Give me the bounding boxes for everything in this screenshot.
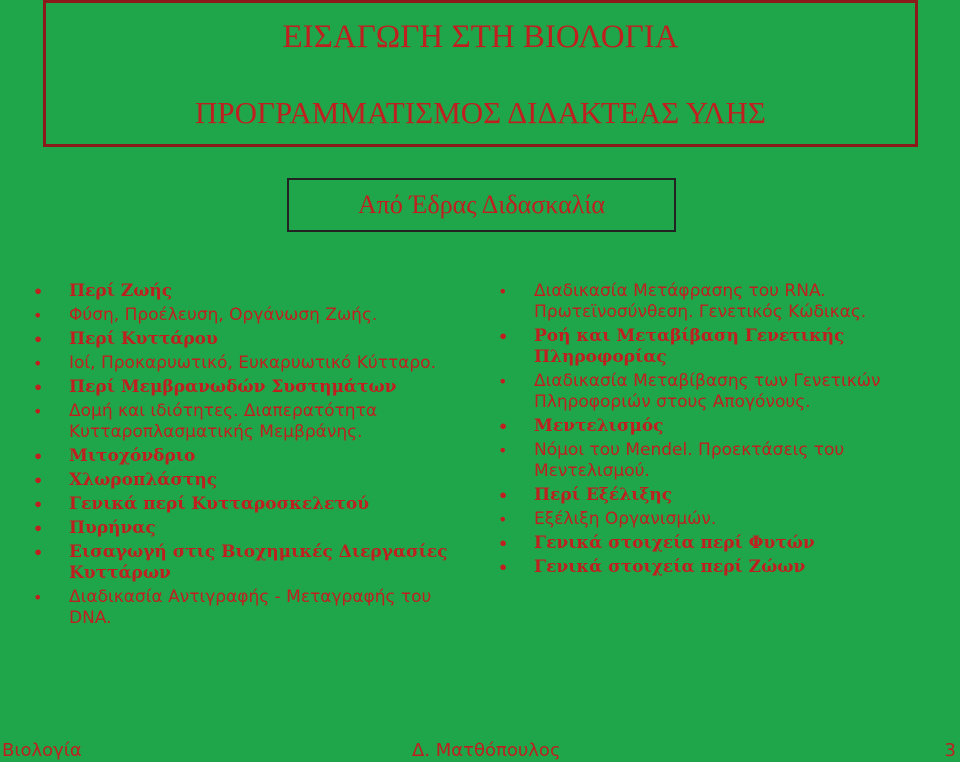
list-item: • Διαδικασία Μεταβίβασης των Γενετικών Πληροφοριών στους Απογόνους. [498,371,918,413]
list-item: • Ιοί, Προκαρυωτικό, Ευκαρυωτικό Κύτταρο. [33,353,473,374]
list-item: • Δομή και ιδιότητες. Διαπερατότητα Κυτταροπλασματικής Μεμβράνης. [33,401,473,443]
list-item: • Γενικά περί Κυτταροσκελετού [33,494,473,515]
footer-author: Δ. Ματθόπουλος [412,740,561,761]
list-item: • Περί Κυττάρου [33,329,473,350]
page-title: ΕΙΣΑΓΩΓΗ ΣΤΗ ΒΙΟΛΟΓΙΑ [282,19,679,55]
footer-page-number: 3 [944,740,956,761]
list-item: • Χλωροπλάστης [33,470,473,491]
page-subtitle: ΠΡΟΓΡΑΜΜΑΤΙΣΜΟΣ ΔΙΔΑΚΤΕΑΣ ΥΛΗΣ [195,95,766,130]
list-item: • Διαδικασία Αντιγραφής - Μεταγραφής του DNA. [33,587,473,629]
list-item: • Περί Ζωής [33,281,473,302]
list-item: • Ροή και Μεταβίβαση Γενετικής Πληροφορίας [498,326,918,368]
list-item: • Πυρήνας [33,518,473,539]
list-item: • Μιτοχόνδριο [33,446,473,467]
right-topic-list [498,281,918,581]
list-item: • Μεντελισμός [498,416,918,437]
footer-subject: Βιολογία [2,740,82,761]
section-heading: Από Έδρας Διδασκαλία [358,190,605,219]
list-item: • Νόμοι του Mendel. Προεκτάσεις του Μεντελισμού. [498,440,918,482]
list-item: • Εξέλιξη Οργανισμών. [498,509,918,530]
left-topic-list [33,281,473,632]
list-item: • Φύση, Προέλευση, Οργάνωση Ζωής. [33,305,473,326]
list-item: • Περί Μεμβρανωδών Συστημάτων [33,377,473,398]
title-box [43,0,918,147]
list-item: • Διαδικασία Μετάφρασης του RNA. Πρωτεϊνοσύνθεση. Γενετικός Κώδικας. [498,281,918,323]
section-heading-box [287,178,676,232]
list-item: • Περί Εξέλιξης [498,485,918,506]
list-item: • Εισαγωγή στις Βιοχημικές Διεργασίες Κυττάρων [33,542,473,584]
list-item: • Γενικά στοιχεία περί Ζώων [498,557,918,578]
list-item: • Γενικά στοιχεία περί Φυτών [498,533,918,554]
